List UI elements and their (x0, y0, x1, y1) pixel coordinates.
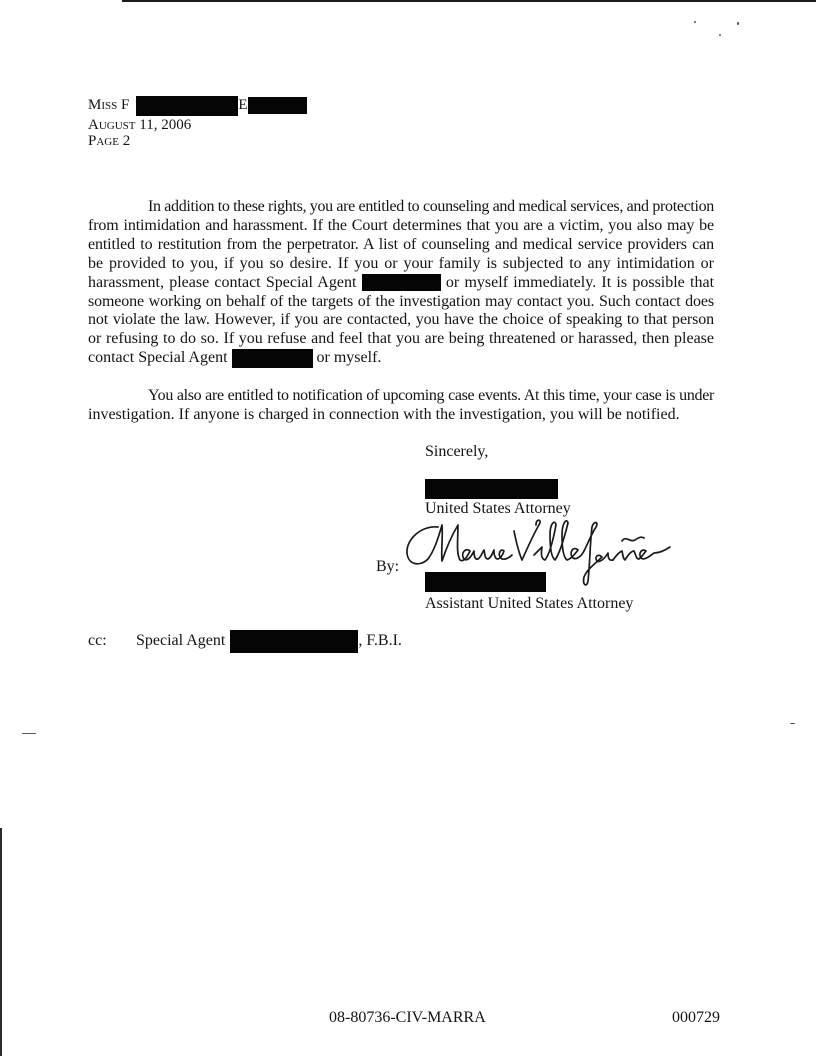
cc-label: cc: (88, 632, 107, 649)
page-number: Page 2 (88, 133, 131, 149)
scan-speck (719, 34, 721, 36)
body-line: In addition to these rights, you are entitled to counseling and medical services, and protection (148, 198, 714, 215)
us-attorney-title: United States Attorney (425, 500, 571, 517)
cc-suffix: , F.B.I. (358, 632, 402, 649)
redaction-box (425, 572, 546, 592)
body-line: someone working on behalf of the targets of the investigation may contact you. Such contact does (88, 292, 714, 310)
body-text: or myself. (316, 349, 382, 367)
body-text: or myself immediately. It is possible that (445, 273, 715, 291)
redaction-box (230, 630, 358, 653)
letter-date: August 11, 2006 (88, 117, 192, 133)
ausa-title: Assistant United States Attorney (425, 595, 634, 612)
recipient-line (88, 95, 307, 116)
body-line: from intimidation and harassment. If the Court determines that you are a victim, you also may be (88, 216, 714, 234)
scan-speck (737, 22, 739, 25)
scan-speck (694, 21, 696, 23)
paragraph-rights (88, 198, 714, 368)
redaction-box (248, 97, 307, 114)
paragraph-notification (88, 387, 714, 425)
signature-stroke (622, 537, 644, 541)
by-label: By: (376, 558, 400, 575)
recipient-prefix: Miss F (88, 97, 130, 113)
body-line: You also are entitled to notification of upcoming case events. At this time, your case is under (148, 387, 714, 404)
scan-edge-left (0, 828, 2, 1056)
body-line: investigation. If anyone is charged in connection with the investigation, you will be notified. (88, 405, 680, 423)
redaction-box (136, 96, 238, 116)
body-line (88, 349, 714, 368)
cc-prefix: Special Agent (136, 632, 226, 649)
signature-stroke (514, 520, 540, 560)
body-line (88, 274, 714, 293)
signature-stroke (407, 525, 512, 564)
body-line: entitled to restitution from the perpetrator. A list of counseling and medical service providers can (88, 235, 714, 253)
body-line: be provided to you, if you so desire. If you or your family is subjected to any intimidation or (88, 254, 714, 272)
body-line: or refusing to do so. If you refuse and feel that you are being threatened or harassed, then please (88, 330, 714, 348)
scan-edge-top (122, 0, 816, 2)
body-text: harassment, please contact Special Agent (88, 273, 357, 291)
recipient-initial: E (238, 97, 248, 113)
closing-salutation: Sincerely, (425, 443, 489, 460)
scan-speck (790, 723, 795, 724)
case-number: 08-80736-CIV-MARRA (329, 1009, 486, 1026)
signature-stroke (534, 521, 584, 560)
scan-speck (22, 733, 36, 734)
cc-recipient (136, 629, 402, 653)
redaction-box (232, 349, 313, 368)
signature-stroke (584, 522, 613, 584)
redaction-box (425, 479, 558, 499)
redaction-box (362, 274, 441, 291)
signature-stroke (613, 547, 670, 560)
body-line: not violate the law. However, if you are contacted, you have the choice of speaking to that person (88, 311, 714, 329)
body-text: contact Special Agent (88, 349, 228, 367)
bates-number: 000729 (672, 1009, 720, 1026)
